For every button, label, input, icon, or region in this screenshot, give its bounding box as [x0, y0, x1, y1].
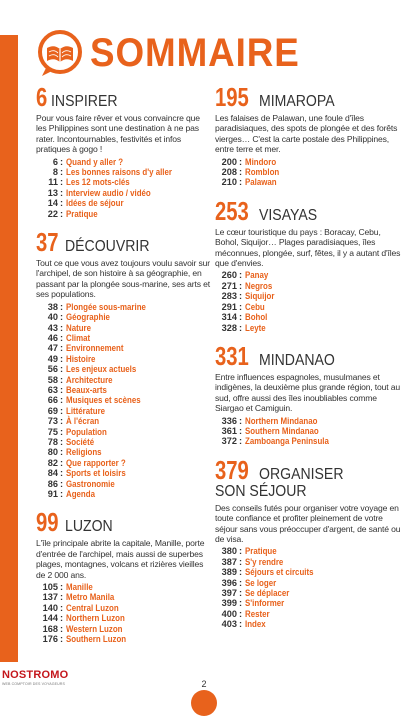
orange-sidebar-bar — [0, 35, 18, 700]
toc-entry[interactable] — [36, 312, 212, 322]
toc-list — [36, 582, 212, 644]
toc-entry[interactable] — [36, 333, 212, 343]
toc-entry-separator: : — [60, 436, 64, 447]
toc-entry-page: 200 — [221, 156, 237, 167]
toc-entry-label: À l'écran — [66, 416, 100, 427]
toc-entry[interactable] — [215, 167, 403, 177]
toc-entry-label: Negros — [245, 280, 273, 291]
toc-entry-label: Panay — [245, 270, 269, 281]
toc-entry[interactable] — [36, 624, 212, 634]
toc-entry-label: Bohol — [245, 312, 268, 323]
toc-entry-label: Agenda — [66, 489, 96, 499]
toc-entry[interactable] — [215, 281, 403, 291]
toc-entry[interactable] — [36, 427, 212, 437]
section-luzon — [36, 509, 212, 644]
section-page-number: 195 — [215, 82, 249, 112]
toc-entry-separator: : — [60, 343, 64, 354]
toc-entry-label: Interview audio / vidéo — [66, 187, 151, 198]
section-page-number: 379 — [215, 454, 249, 485]
toc-entry[interactable] — [36, 489, 212, 499]
page-header — [36, 26, 318, 80]
toc-entry[interactable] — [36, 603, 212, 613]
section-page-number: 331 — [215, 340, 249, 371]
toc-entry-page: 336 — [221, 415, 237, 426]
toc-entry[interactable] — [36, 167, 212, 177]
toc-entry[interactable] — [36, 406, 212, 416]
toc-entry-separator: : — [60, 447, 64, 458]
toc-entry[interactable] — [215, 557, 403, 567]
toc-entry[interactable] — [36, 479, 212, 489]
toc-entry-page: 283 — [221, 291, 237, 302]
toc-entry-page: 40 — [47, 312, 58, 323]
toc-entry-separator: : — [239, 588, 243, 598]
toc-entry[interactable] — [36, 209, 212, 219]
toc-entry-separator: : — [239, 322, 243, 333]
toc-entry[interactable] — [36, 458, 212, 468]
toc-entry-label: Que rapporter ? — [66, 457, 126, 468]
section-title: MINDANAO — [258, 351, 335, 369]
section-heading — [215, 454, 403, 485]
toc-entry-label: Manille — [66, 582, 93, 593]
section-mimaropa — [215, 84, 403, 188]
toc-entry-separator: : — [60, 384, 64, 395]
toc-list — [36, 157, 212, 219]
toc-entry-page: 396 — [221, 577, 237, 588]
toc-entry[interactable] — [36, 416, 212, 426]
toc-entry-separator: : — [239, 546, 243, 557]
toc-entry-separator: : — [60, 322, 64, 333]
toc-entry[interactable] — [215, 619, 403, 629]
toc-entry[interactable] — [36, 447, 212, 457]
toc-entry-separator: : — [239, 177, 243, 188]
section-title: LUZON — [65, 518, 114, 536]
right-column — [215, 84, 403, 640]
toc-entry-separator: : — [60, 416, 64, 427]
section-description: Le cœur touristique du pays : Boracay, Cebu, Bohol, Siquijor… Plages paradisiaques, îles méconnues, plongée, surf, fêtes, il y a autant d'îles que d'envies. — [215, 226, 401, 269]
toc-entry-label: Société — [66, 436, 95, 447]
toc-entry-page: 380 — [221, 546, 237, 557]
brand-tagline: WEB COMPTOIR DES VOYAGEURS — [2, 682, 65, 686]
section-title: DÉCOUVRIR — [65, 238, 150, 256]
toc-entry-separator: : — [239, 280, 243, 291]
toc-entry-label: Nature — [66, 322, 92, 333]
toc-entry-label: Mindoro — [245, 156, 277, 167]
section-description: Tout ce que vous avez toujours voulu savoir sur l'archipel, de son histoire à sa géographie, en passant par la plongée sous-marine, ses arts et ses populations. — [36, 258, 210, 300]
toc-entry-page: 43 — [47, 322, 58, 333]
toc-entry-separator: : — [60, 602, 64, 613]
toc-entry[interactable] — [215, 323, 403, 333]
section-inspirer — [36, 84, 212, 219]
section-page-number: 253 — [215, 195, 249, 226]
toc-entry-page: 49 — [47, 353, 58, 364]
toc-entry-page: 22 — [47, 208, 58, 219]
toc-entry-separator: : — [239, 436, 243, 447]
toc-entry-label: Pratique — [245, 546, 277, 557]
toc-entry-label: Rester — [245, 608, 270, 619]
toc-entry-separator: : — [60, 208, 64, 219]
toc-entry[interactable] — [36, 188, 212, 198]
section-description: Entre influences espagnoles, musulmanes et indigènes, la deuxième plus grande région, tout au sud, offre aussi des îles inoubliables comme Siargao et Camiguin. — [215, 371, 401, 414]
toc-entry-label: Sports et loisirs — [66, 468, 126, 479]
section-heading — [215, 340, 403, 371]
toc-entry-page: 38 — [47, 301, 58, 312]
toc-entry-separator: : — [60, 177, 64, 188]
toc-entry-page: 80 — [47, 447, 58, 458]
toc-entry-label: Se déplacer — [245, 588, 290, 598]
toc-entry-label: Musiques et scènes — [66, 395, 141, 406]
toc-entry-label: Les enjeux actuels — [66, 364, 137, 375]
toc-entry-page: 314 — [221, 312, 237, 323]
toc-entry-label: Metro Manila — [66, 592, 115, 603]
toc-entry-separator: : — [239, 619, 243, 630]
toc-entry-label: Beaux-arts — [66, 384, 107, 395]
toc-entry-label: Siquijor — [245, 291, 275, 302]
toc-entry-page: 260 — [221, 270, 237, 281]
toc-entry-label: Romblon — [245, 167, 280, 178]
toc-entry-page: 403 — [221, 619, 237, 630]
toc-entry-label: S'informer — [245, 598, 285, 609]
toc-entry-separator: : — [60, 353, 64, 364]
toc-entry[interactable] — [215, 157, 403, 167]
section-heading — [215, 195, 403, 226]
toc-entry[interactable] — [36, 177, 212, 187]
toc-entry-page: 208 — [221, 167, 237, 178]
section-subtitle: SON SÉJOUR — [215, 482, 307, 500]
toc-entry-separator: : — [60, 592, 64, 603]
toc-entry-label: Littérature — [66, 405, 106, 416]
toc-entry-page: 137 — [42, 592, 58, 603]
toc-entry[interactable] — [36, 437, 212, 447]
toc-entry-separator: : — [60, 405, 64, 416]
toc-entry-separator: : — [239, 312, 243, 323]
section-title: MIMAROPA — [258, 93, 335, 110]
toc-entry-label: Religions — [66, 447, 102, 458]
section-d-couvrir — [36, 229, 212, 499]
toc-entry-separator: : — [60, 374, 64, 385]
toc-entry-label: Géographie — [66, 312, 110, 323]
toc-list — [215, 416, 403, 447]
toc-list — [215, 270, 403, 332]
toc-entry-label: Plongée sous-marine — [66, 301, 146, 312]
toc-list — [36, 302, 212, 500]
toc-entry-separator: : — [239, 556, 243, 567]
toc-entry-separator: : — [239, 425, 243, 436]
toc-entry-label: Les 12 mots-clés — [66, 177, 130, 188]
section-description: Pour vous faire rêver et vous convaincre que les Philippines sont une destination à ne pas rater. Incontournables, festivités et infos pratiques à gogo ! — [36, 113, 200, 155]
toc-entry-label: Southern Luzon — [66, 634, 127, 645]
toc-entry-label: Les bonnes raisons d'y aller — [66, 167, 173, 178]
toc-entry-label: Western Luzon — [66, 623, 123, 634]
toc-entry-page: 91 — [47, 489, 58, 499]
page-title: SOMMAIRE — [90, 30, 300, 75]
toc-entry[interactable] — [215, 546, 403, 556]
section-description: Les falaises de Palawan, une foule d'îles paradisiaques, des spots de plongée et des forêts vierges… C'est la carte postale des Philippines, entre terre et mer. — [215, 113, 398, 155]
toc-entry[interactable] — [215, 598, 403, 608]
toc-entry-label: Central Luzon — [66, 602, 119, 613]
toc-entry-page: 176 — [42, 634, 58, 645]
toc-entry-separator: : — [60, 613, 64, 624]
toc-entry-page: 78 — [47, 436, 58, 447]
section-page-number: 99 — [36, 507, 59, 538]
toc-entry-page: 47 — [47, 343, 58, 354]
toc-entry[interactable] — [215, 436, 403, 446]
toc-entry-page: 387 — [221, 556, 237, 567]
toc-entry[interactable] — [215, 177, 403, 187]
toc-entry-page: 63 — [47, 384, 58, 395]
toc-entry-label: Climat — [66, 332, 91, 343]
section-heading — [215, 84, 403, 110]
toc-entry[interactable] — [36, 634, 212, 644]
toc-entry-page: 73 — [47, 416, 58, 427]
toc-entry-page: 13 — [47, 187, 58, 198]
toc-entry-page: 84 — [47, 468, 58, 479]
toc-entry-label: Pratique — [66, 208, 98, 219]
toc-entry[interactable] — [36, 157, 212, 167]
section-description: Des conseils futés pour organiser votre voyage en toute confiance et profiter pleinement de votre séjour sans vous préoccuper d'argent, de santé ou de visa. — [215, 502, 401, 544]
toc-entry[interactable] — [215, 312, 403, 322]
toc-entry[interactable] — [36, 375, 212, 385]
toc-entry-page: 140 — [42, 602, 58, 613]
toc-entry-separator: : — [60, 187, 64, 198]
toc-entry-page: 389 — [221, 567, 237, 578]
toc-entry-page: 58 — [47, 374, 58, 385]
toc-entry-label: Idées de séjour — [66, 198, 124, 209]
toc-entry-page: 6 — [52, 156, 58, 167]
toc-entry-label: Palawan — [245, 177, 277, 188]
section-title: VISAYAS — [258, 206, 318, 224]
page-number: 2 — [201, 679, 207, 689]
toc-entry-separator: : — [60, 364, 64, 375]
toc-entry-separator: : — [239, 301, 243, 312]
toc-entry-page: 144 — [42, 613, 58, 624]
toc-entry-page: 14 — [47, 198, 58, 209]
toc-entry-page: 86 — [47, 478, 58, 489]
section-title: INSPIRER — [50, 93, 118, 110]
section-description: L'île principale abrite la capitale, Manille, porte d'entrée de l'archipel, mais aussi de superbes plages, montagnes, volcans et rizières vieilles de 2 000 ans. — [36, 538, 205, 580]
toc-entry-label: Séjours et circuits — [245, 567, 314, 578]
toc-list — [215, 157, 403, 188]
toc-entry-label: Histoire — [66, 353, 96, 364]
toc-entry-label: Gastronomie — [66, 478, 115, 489]
brand-name: NOSTROMO — [2, 669, 69, 681]
section-page-number: 6 — [36, 82, 48, 112]
toc-entry-separator: : — [60, 167, 64, 178]
toc-entry-page: 400 — [221, 608, 237, 619]
toc-entry-page: 11 — [48, 177, 58, 188]
toc-entry-label: Leyte — [245, 322, 266, 333]
toc-entry[interactable] — [215, 609, 403, 619]
toc-entry-page: 372 — [221, 436, 237, 447]
toc-entry-separator: : — [60, 198, 64, 209]
toc-entry[interactable] — [36, 198, 212, 208]
left-column — [36, 84, 212, 654]
section-page-number: 37 — [36, 227, 59, 258]
toc-entry-separator: : — [239, 156, 243, 167]
toc-entry-page: 105 — [42, 582, 58, 593]
toc-entry[interactable] — [215, 567, 403, 577]
toc-entry-separator: : — [60, 468, 64, 479]
toc-entry[interactable] — [36, 592, 212, 602]
toc-entry-separator: : — [60, 156, 64, 167]
toc-entry[interactable] — [215, 270, 403, 280]
book-speech-bubble-icon — [36, 28, 88, 78]
section-heading — [36, 507, 212, 538]
toc-entry-page: 82 — [47, 457, 58, 468]
toc-entry-separator: : — [60, 395, 64, 406]
toc-entry-page: 168 — [42, 623, 58, 634]
toc-entry-label: Population — [66, 426, 107, 437]
toc-entry[interactable] — [36, 468, 212, 478]
toc-entry-label: S'y rendre — [245, 556, 284, 567]
toc-entry[interactable] — [215, 588, 403, 598]
toc-entry-label: Cebu — [245, 301, 265, 312]
toc-entry-page: 75 — [47, 426, 58, 437]
toc-entry-label: Index — [245, 619, 266, 630]
toc-entry-label: Zamboanga Peninsula — [245, 436, 329, 447]
toc-entry-label: Northern Luzon — [66, 613, 125, 624]
toc-entry-page: 328 — [221, 322, 237, 333]
section-mindanao — [215, 340, 403, 447]
toc-entry[interactable] — [215, 302, 403, 312]
toc-entry[interactable] — [36, 385, 212, 395]
toc-entry-separator: : — [239, 167, 243, 178]
toc-entry-separator: : — [60, 634, 64, 645]
toc-entry-page: 399 — [221, 598, 237, 609]
toc-entry-page: 361 — [221, 425, 237, 436]
toc-entry[interactable] — [36, 395, 212, 405]
toc-entry[interactable] — [36, 613, 212, 623]
toc-entry-page: 46 — [47, 332, 58, 343]
section-title: ORGANISER — [258, 465, 344, 483]
toc-entry-label: Quand y aller ? — [66, 156, 124, 167]
toc-entry-separator: : — [60, 478, 64, 489]
toc-entry-label: Architecture — [66, 374, 113, 385]
toc-entry-page: 291 — [221, 301, 237, 312]
toc-entry[interactable] — [36, 302, 212, 312]
toc-entry[interactable] — [36, 354, 212, 364]
toc-entry[interactable] — [36, 323, 212, 333]
section-visayas — [215, 195, 403, 333]
toc-entry-separator: : — [239, 291, 243, 302]
toc-entry-separator: : — [239, 608, 243, 619]
toc-entry-page: 210 — [221, 177, 237, 188]
toc-entry-page: 8 — [52, 167, 58, 178]
toc-entry-separator: : — [60, 426, 64, 437]
toc-entry-label: Se loger — [245, 577, 277, 588]
toc-entry-separator: : — [60, 582, 64, 593]
toc-entry-separator: : — [60, 623, 64, 634]
toc-entry-label: Northern Mindanao — [245, 415, 318, 426]
toc-entry[interactable] — [36, 364, 212, 374]
toc-entry-separator: : — [60, 332, 64, 343]
toc-entry-separator: : — [60, 301, 64, 312]
toc-entry[interactable] — [36, 343, 212, 353]
toc-entry[interactable] — [36, 582, 212, 592]
toc-entry-separator: : — [60, 312, 64, 323]
toc-entry-separator: : — [239, 270, 243, 281]
toc-entry-separator: : — [239, 415, 243, 426]
toc-entry-label: Southern Mindanao — [245, 425, 319, 436]
section-heading — [36, 84, 212, 110]
brand-watermark — [2, 669, 72, 686]
toc-entry-separator: : — [239, 567, 243, 578]
toc-entry[interactable] — [215, 291, 403, 301]
section-organiser — [215, 454, 403, 630]
toc-entry-separator: : — [239, 598, 243, 609]
toc-entry[interactable] — [215, 426, 403, 436]
toc-entry-page: 56 — [47, 364, 58, 375]
page-number-disc — [191, 690, 217, 716]
toc-entry-page: 271 — [221, 280, 237, 291]
toc-entry-label: Environnement — [66, 343, 124, 354]
toc-entry[interactable] — [215, 578, 403, 588]
toc-entry-separator: : — [60, 489, 64, 499]
toc-entry-page: 66 — [47, 395, 58, 406]
toc-entry-page: 397 — [221, 588, 237, 598]
toc-entry-page: 69 — [47, 405, 58, 416]
toc-entry-separator: : — [239, 577, 243, 588]
toc-list — [215, 546, 403, 629]
section-heading — [36, 227, 212, 258]
toc-entry[interactable] — [215, 416, 403, 426]
toc-entry-separator: : — [60, 457, 64, 468]
